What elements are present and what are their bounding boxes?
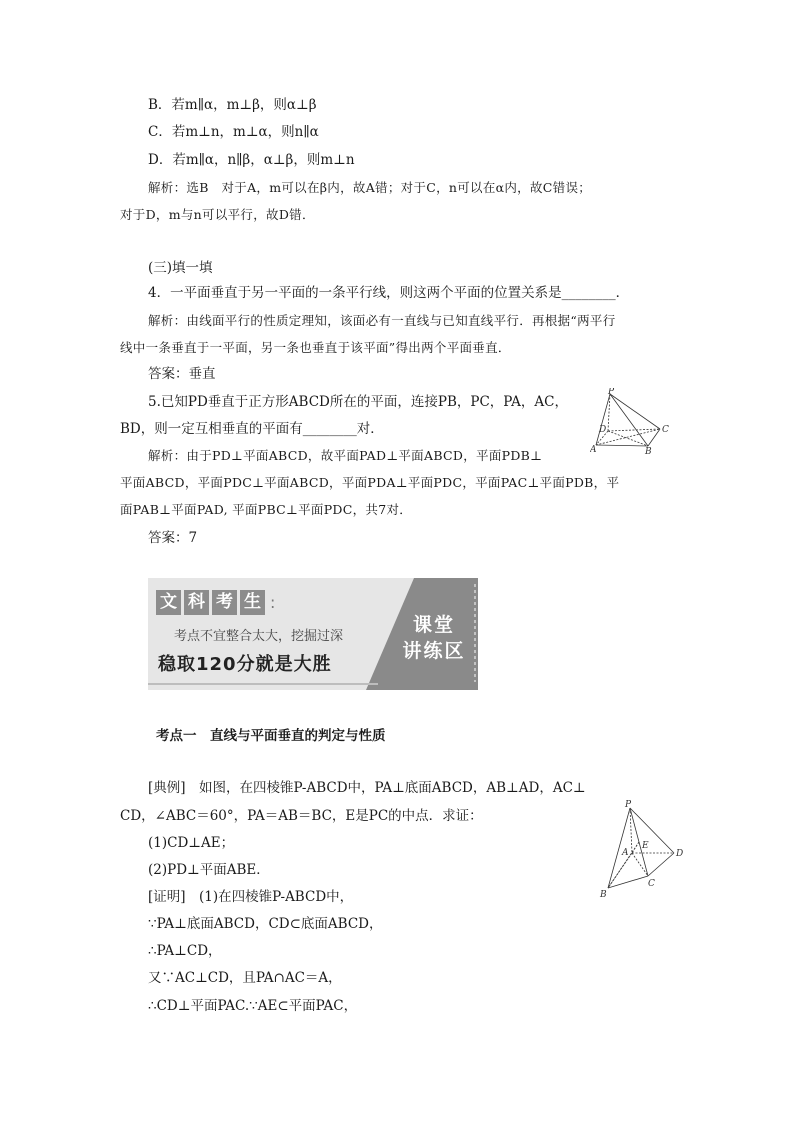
example-label-d: D — [676, 849, 684, 859]
q5-solution-line2: 平面ABCD，平面PDC⊥平面ABCD，平面PDA⊥平面PDC，平面PAC⊥平面PDB，平 — [120, 475, 620, 490]
example-line1: [典例] 如图，在四棱锥P-ABCD中，PA⊥底面ABCD，AB⊥AD，AC⊥ — [148, 780, 586, 796]
banner-colon: : — [270, 593, 276, 612]
q3-solution-line1: 解析：选B 对于A，m可以在β内，故A错；对于C，n可以在α内，故C错误； — [148, 180, 592, 195]
example-label-c: C — [648, 879, 655, 889]
example-label-b: B — [600, 890, 607, 900]
section-fill-heading: (三)填一填 — [148, 260, 213, 276]
q5-question-line2: BD，则一定互相垂直的平面有________对． — [120, 421, 384, 437]
option-b: B．若m∥α，m⊥β，则α⊥β — [148, 97, 317, 113]
q5-label-a: A — [590, 445, 597, 455]
q5-label-b: B — [645, 447, 652, 457]
example-label-e: E — [642, 841, 649, 851]
q5-label-c: C — [662, 425, 669, 435]
proof-line1: [证明] (1)在四棱锥P-ABCD中， — [148, 889, 354, 905]
topic-heading: 考点一 直线与平面垂直的判定与性质 — [156, 728, 386, 744]
q3-solution-line2: 对于D，m与n可以平行，故D错． — [120, 207, 315, 222]
example-label-p: P — [625, 800, 632, 810]
q4-solution-line1: 解析：由线面平行的性质定理知，该面必有一直线与已知直线平行．再根据“两平行 — [148, 313, 616, 328]
banner-chip-1: 文 — [156, 590, 181, 615]
example-label-a: A — [622, 848, 629, 858]
q5-label-d: D — [599, 425, 607, 435]
example-pyramid-figure — [596, 798, 696, 900]
option-c: C．若m⊥n，m⊥α，则n∥α — [148, 124, 319, 140]
q5-answer: 答案：7 — [148, 530, 198, 546]
banner-chips — [156, 590, 343, 615]
banner-headline: 稳取120分就是大胜 — [158, 654, 332, 675]
proof-line2: ∵PA⊥底面ABCD，CD⊂底面ABCD， — [148, 916, 383, 932]
banner-right-line2: 讲练区 — [402, 640, 466, 662]
section-banner — [148, 578, 478, 690]
banner-left — [156, 590, 343, 676]
proof-line5: ∴CD⊥平面PAC.∵AE⊂平面PAC， — [148, 998, 358, 1014]
banner-subtitle: 考点不宜整合太大，挖掘过深 — [174, 629, 344, 644]
banner-right — [392, 612, 476, 664]
example-part2: (2)PD⊥平面ABE． — [148, 862, 270, 878]
banner-chip-3: 考 — [212, 590, 237, 615]
q5-question-line1: 5.已知PD垂直于正方形ABCD所在的平面，连接PB，PC，PA，AC， — [148, 394, 568, 410]
example-line2: CD，∠ABC＝60°，PA＝AB＝BC，E是PC的中点．求证： — [120, 808, 483, 824]
q5-solution-line3: 面PAB⊥平面PAD, 平面PBC⊥平面PDC，共7对． — [120, 502, 413, 517]
banner-right-line1: 课堂 — [412, 614, 455, 636]
q5-label-p: P — [608, 388, 615, 397]
q5-pyramid-figure — [590, 388, 680, 458]
banner-chip-2: 科 — [184, 590, 209, 615]
proof-line3: ∴PA⊥CD， — [148, 943, 222, 959]
q5-solution-line1: 解析：由于PD⊥平面ABCD，故平面PAD⊥平面ABCD，平面PDB⊥ — [148, 448, 543, 463]
option-d: D．若m∥α，n∥β，α⊥β，则m⊥n — [148, 152, 355, 168]
q4-question: 4．一平面垂直于另一平面的一条平行线，则这两个平面的位置关系是________． — [148, 285, 630, 301]
banner-chip-4: 生 — [240, 590, 265, 615]
example-part1: (1)CD⊥AE； — [148, 835, 235, 851]
proof-line4: 又∵AC⊥CD，且PA∩AC＝A， — [148, 970, 342, 986]
q4-answer: 答案：垂直 — [148, 366, 216, 382]
q4-solution-line2: 线中一条垂直于一平面，另一条也垂直于该平面”得出两个平面垂直． — [120, 340, 511, 355]
